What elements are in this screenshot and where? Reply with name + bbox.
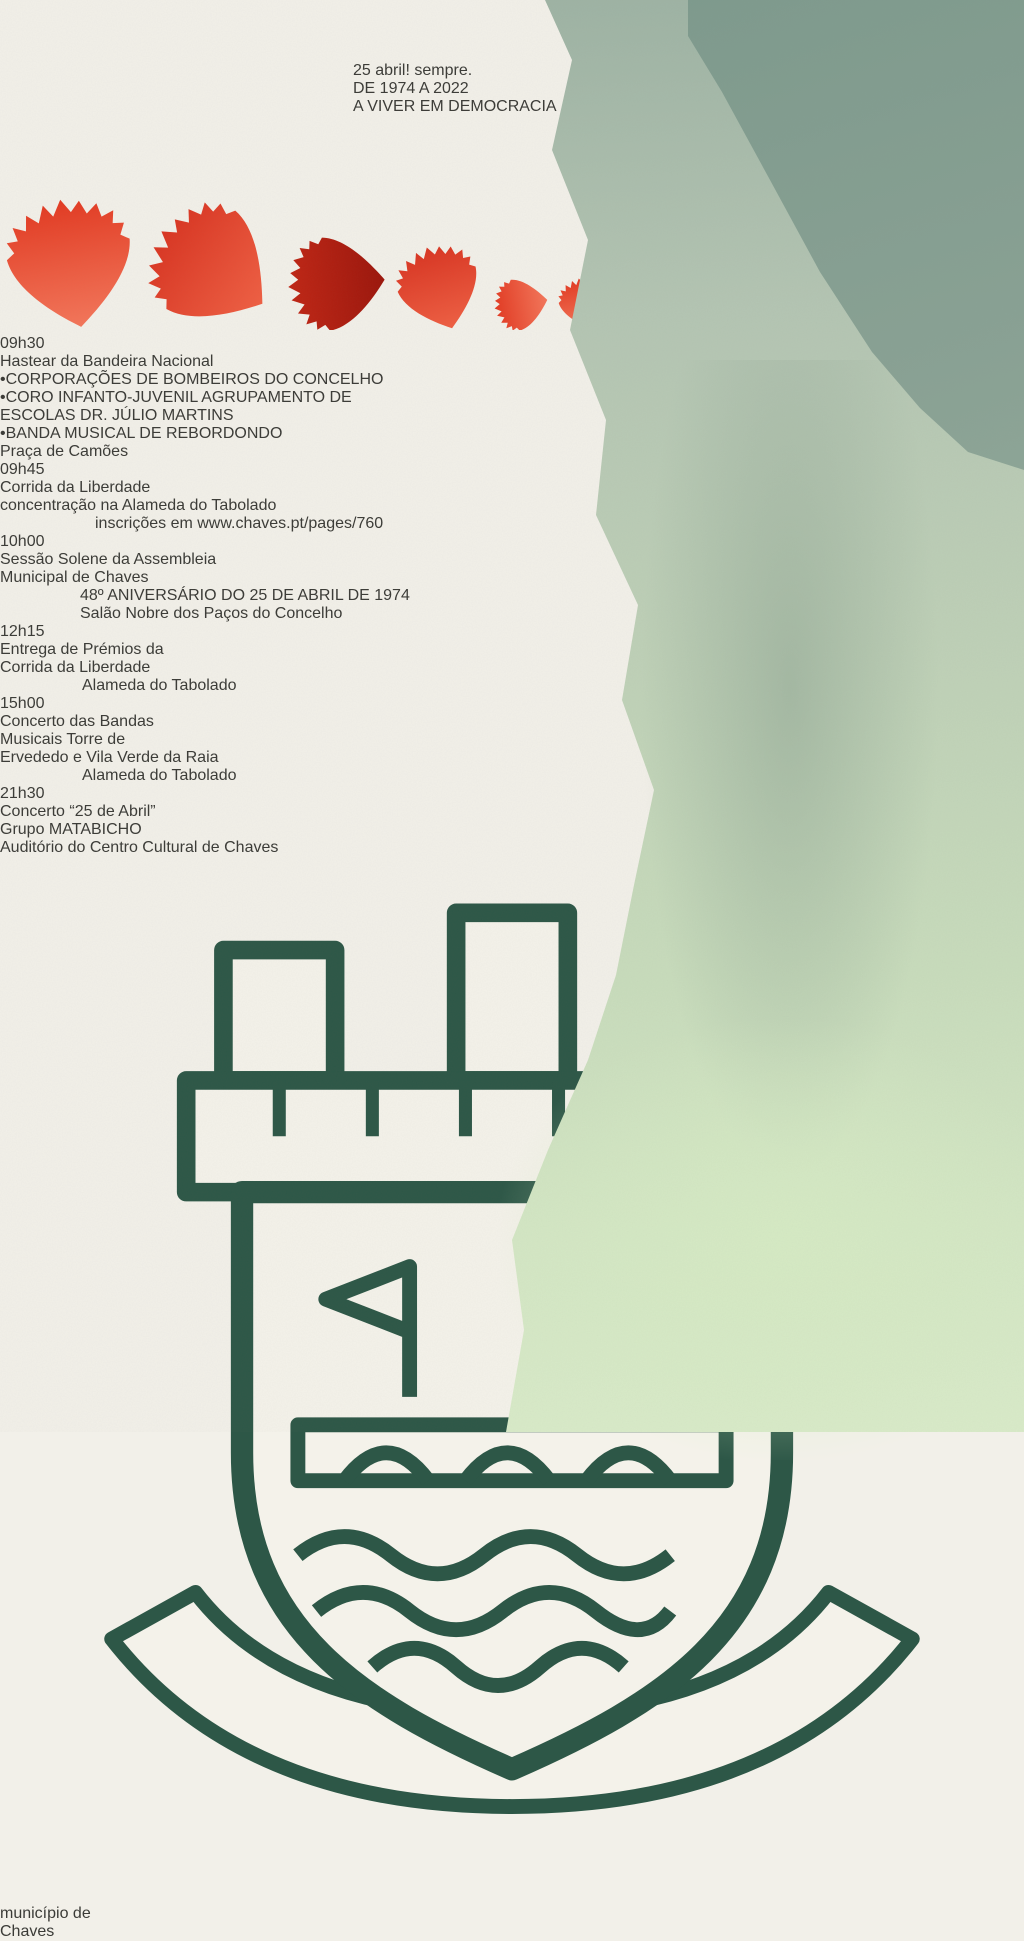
event-detail-bold: •BANDA MUSICAL DE REBORDONDO	[0, 425, 283, 442]
event-detail-bold: •CORO INFANTO-JUVENIL AGRUPAMENTO DE	[0, 389, 352, 406]
banner-month: abril!	[375, 62, 410, 79]
event-detail-bold: •CORPORAÇÕES DE BOMBEIROS DO CONCELHO	[0, 371, 384, 388]
event-detail: concentração na Alameda do Tabolado	[0, 497, 277, 514]
event-location: Alameda do Tabolado	[82, 677, 237, 694]
banner-25-abril	[353, 62, 672, 378]
event-location: Praça de Camões	[0, 443, 129, 460]
banner-slogan	[353, 80, 672, 116]
banner-script-word: sempre.	[414, 62, 473, 79]
event-time: 15h00	[0, 695, 45, 712]
slogan-line-1: DE 1974 A 2022	[353, 80, 469, 97]
slogan-line-2: A VIVER EM DEMOCRACIA	[353, 98, 557, 115]
event-location: Salão Nobre dos Paços do Concelho	[80, 605, 343, 622]
event-time: 10h00	[0, 533, 45, 550]
event-time: 09h45	[0, 461, 45, 478]
footer-org-name: Chaves	[0, 1922, 55, 1940]
banner-exclamation: !	[405, 62, 410, 79]
event-time: 12h15	[0, 623, 45, 640]
banner-number: 25	[353, 62, 371, 79]
event-detail-bold: ESCOLAS DR. JÚLIO MARTINS	[0, 407, 234, 424]
light-green-watercolor-blob	[500, 1020, 1024, 1460]
event-time: 21h30	[0, 785, 45, 802]
event-detail: inscrições em www.chaves.pt/pages/760	[95, 515, 384, 532]
banner-lockup	[353, 62, 672, 80]
event-time: 09h30	[0, 335, 45, 352]
event-detail-bold: 48º ANIVERSÁRIO DO 25 DE ABRIL DE 1974	[80, 587, 410, 604]
event-location: Alameda do Tabolado	[82, 767, 237, 784]
event-title: Sessão Solene da Assembleia Municipal de Chaves	[0, 551, 217, 586]
event-title: Concerto das Bandas Musicais Torre de Ervededo e Vila Verde da Raia	[0, 713, 219, 766]
event-title: Corrida da Liberdade	[0, 479, 151, 496]
event-title: Entrega de Prémios da Corrida da Liberdade	[0, 641, 164, 676]
footer-org-prefix: município de	[0, 1904, 91, 1922]
carnation-petal-illustration	[144, 190, 279, 330]
event-title: Hastear da Bandeira Nacional	[0, 353, 214, 370]
event-location: Auditório do Centro Cultural de Chaves	[0, 839, 279, 856]
carnation-petal-illustration	[0, 180, 140, 330]
event-title: Concerto “25 de Abril” Grupo MATABICHO	[0, 803, 156, 838]
